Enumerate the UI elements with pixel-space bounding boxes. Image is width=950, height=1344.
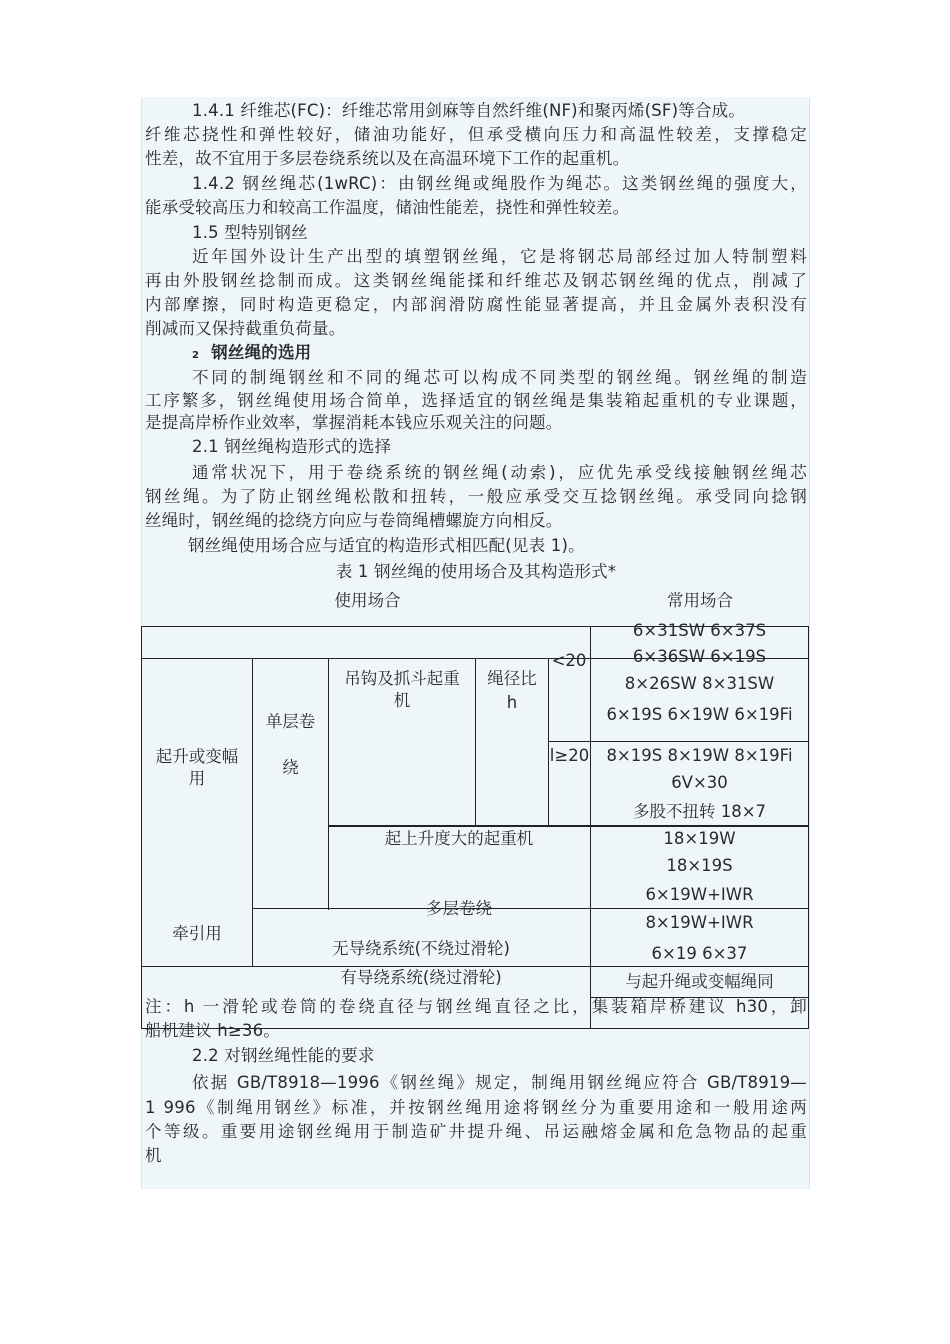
para-5-line-1: 通常状况下，用于卷绕系统的钢丝绳(动索)，应优先承受线接触钢丝绳芯	[192, 463, 807, 482]
cell-ratio-lt20: <20	[551, 651, 587, 670]
table-rule	[808, 626, 809, 1029]
para-3-line-1: 近年国外设计生产出型的填塑钢丝绳，它是将钢芯局部经过加人特制塑料	[192, 247, 807, 266]
cell-diameter-ratio: 绳径比	[487, 669, 537, 688]
cell-no-guide: 无导绕系统(不绕过滑轮)	[332, 939, 510, 958]
cell-same-as-lift: 与起升绳或变幅绳同	[625, 972, 774, 991]
para-5-line-3: 丝绳时，钢丝绳的捻绕方向应与卷筒绳槽螺旋方向相反。	[145, 511, 563, 530]
cell-rope-spec: 18×19S	[666, 856, 733, 875]
para-1-line-1: 1.4.1 纤维芯(FC)：纤维芯常用剑麻等自然纤维(NF)和聚丙烯(SF)等合成。	[192, 101, 746, 120]
para-1-line-2: 纤维芯挠性和弹性较好，储油功能好，但承受横向压力和高温性较差，支撑稳定	[145, 125, 807, 144]
cell-rope-spec: 18×19W	[663, 829, 736, 848]
cell-rope-spec: 6×19S 6×19W 6×19Fi	[606, 705, 793, 724]
cell-rope-spec: 8×26SW 8×31SW	[624, 674, 775, 693]
para-6: 钢丝绳使用场合应与适宜的构造形式相匹配(见表 1)。	[188, 536, 585, 555]
table-rule	[328, 825, 809, 827]
heading-2-text: 钢丝绳的选用	[211, 343, 312, 362]
heading-2-1: 2.1 钢丝绳构造形式的选择	[192, 437, 392, 456]
cell-rope-spec: 6×31SW 6×37S	[632, 621, 767, 640]
cell-rope-spec: 6V×30	[671, 773, 728, 792]
para-3-line-2: 再由外股钢丝捻制而成。这类钢丝绳能揉和纤维芯及钢芯钢丝绳的优点，削减了	[145, 271, 807, 290]
cell-with-guide: 有导绕系统(绕过滑轮)	[340, 968, 502, 987]
cell-rope-spec: 6×19 6×37	[651, 944, 748, 963]
table-caption: 表 1 钢丝绳的使用场合及其构造形式*	[335, 562, 617, 581]
para-7-line-1: 依据 GB/T8918—1996《钢丝绳》规定，制绳用钢丝绳应符合 GB/T8919—	[192, 1073, 807, 1092]
cell-single-layer: 单层卷	[265, 712, 316, 731]
para-4-line-2: 工序繁多，钢丝绳使用场合简单，选择适宜的钢丝绳是集装箱起重机的专业课题，	[145, 391, 807, 410]
para-4-line-1: 不同的制绳钢丝和不同的绳芯可以构成不同类型的钢丝绳。钢丝绳的制造	[192, 368, 807, 387]
cell-diameter-ratio-h: h	[506, 693, 518, 712]
table-rule	[590, 741, 809, 742]
para-2-line-2: 能承受较高压力和较高工作温度，储油性能差，挠性和弹性较差。	[145, 198, 630, 217]
para-7-line-2: 1 996《制绳用钢丝》标准，并按钢丝绳用途将钢丝分为重要用途和一般用途两	[145, 1098, 807, 1117]
para-2-line-1: 1.4.2 钢丝绳芯(1wRC)：由钢丝绳或绳股作为绳芯。这类钢丝绳的强度大，	[192, 174, 807, 193]
cell-rope-spec: 8×19W+IWR	[645, 913, 754, 932]
table-note-line-1: 注：h 一滑轮或卷筒的卷绕直径与钢丝绳直径之比，集装箱岸桥建议 h30，卸	[145, 997, 807, 1016]
cell-traction: 牵引用	[172, 924, 222, 943]
table-rule	[548, 658, 549, 826]
para-5-line-2: 钢丝绳。为了防止钢丝绳松散和扭转，一般应承受交互捻钢丝绳。承受同向捻钢	[145, 487, 807, 506]
para-1-line-3: 性差，故不宜用于多层卷绕系统以及在高温环境下工作的起重机。	[145, 149, 630, 168]
cell-high-lift-crane: 起上升度大的起重机	[384, 829, 534, 848]
table-rule	[141, 626, 142, 1029]
heading-2-number: 2	[192, 350, 200, 361]
cell-lift-luffing-2: 用	[188, 769, 206, 788]
cell-rope-spec: 多股不扭转 18×7	[632, 802, 767, 821]
cell-ratio-ge20: l≥20	[549, 746, 590, 765]
cell-rope-spec: 6×19W+IWR	[645, 885, 754, 904]
para-3-line-3: 内部摩擦，同时构造更稳定，内部润滑防腐性能显著提高，并且金属外表积没有	[145, 295, 807, 314]
cell-rope-spec: 8×19S 8×19W 8×19Fi	[606, 746, 793, 765]
table-rule	[590, 626, 591, 1029]
heading-2	[145, 342, 807, 367]
table-note-line-2: 船机建议 h≥36。	[145, 1021, 281, 1040]
para-7-line-4: 机	[145, 1146, 162, 1165]
table-rule	[252, 658, 253, 967]
cell-lift-luffing: 起升或变幅	[155, 747, 239, 766]
table-rule	[328, 658, 329, 910]
cell-hook-crane-2: 机	[393, 691, 411, 710]
heading-1-5: 1.5 型特别钢丝	[192, 223, 308, 242]
heading-2-2: 2.2 对钢丝绳性能的要求	[192, 1046, 375, 1065]
para-4-line-3: 是提高岸桥作业效率，掌握消耗本钱应乐观关注的问题。	[145, 413, 563, 432]
cell-rope-spec: 6×36SW 6×19S	[632, 647, 767, 666]
table-rule	[548, 741, 590, 742]
table-header-common: 常用场合	[667, 591, 733, 610]
table-header-use: 使用场合	[334, 591, 401, 610]
cell-multi-layer: 多层卷绕	[426, 899, 492, 918]
para-3-line-4: 削减而又保持截重负荷量。	[145, 319, 346, 338]
cell-single-layer-2: 绕	[282, 758, 299, 777]
para-7-line-3: 个等级。重要用途钢丝绳用于制造矿井提升绳、吊运融熔金属和危急物品的起重	[145, 1122, 807, 1141]
cell-hook-crane: 吊钩及抓斗起重	[344, 669, 460, 688]
